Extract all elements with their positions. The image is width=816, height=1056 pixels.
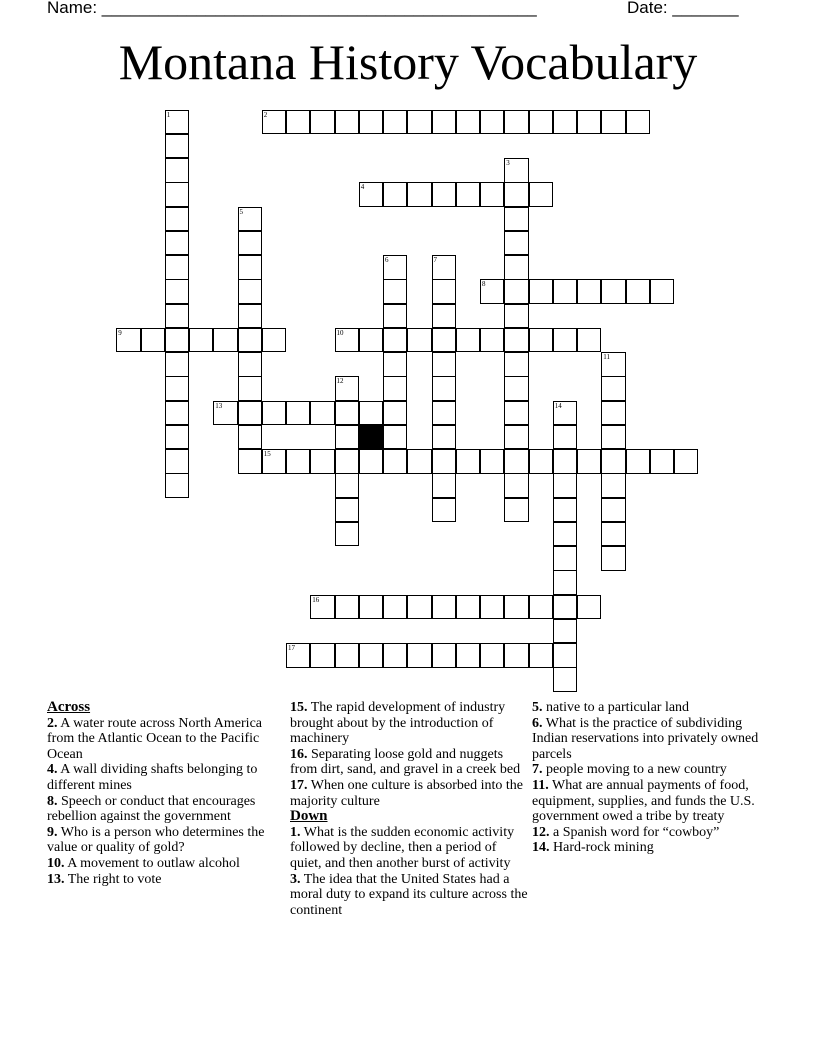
crossword-cell[interactable] (407, 182, 431, 206)
clue-text: What is the sudden economic activity followed by decline, then a period of quiet, and then another burst of activity (290, 824, 515, 871)
crossword-cell[interactable] (456, 182, 480, 206)
clue-text: native to a particular land (546, 700, 690, 715)
crossword-cell[interactable] (238, 255, 262, 279)
clue-number: 5. (532, 700, 543, 715)
crossword-cell[interactable] (432, 498, 456, 522)
crossword-cell[interactable] (165, 352, 189, 376)
crossword-cell[interactable] (359, 595, 383, 619)
clue-number: 3. (290, 871, 301, 887)
crossword-cell[interactable] (601, 498, 625, 522)
crossword-cell[interactable] (238, 376, 262, 400)
clue-column-1 (47, 700, 283, 887)
crossword-cell[interactable] (432, 643, 456, 667)
crossword-cell[interactable] (480, 643, 504, 667)
clue-number: 11. (532, 777, 549, 793)
clue-text: A water route across North America from the Atlantic Ocean to the Pacific Ocean (47, 715, 262, 762)
blocked-cell (359, 425, 383, 449)
crossword-cell[interactable] (432, 304, 456, 328)
across-heading: Across (47, 699, 91, 715)
crossword-cell[interactable] (165, 279, 189, 303)
crossword-cell[interactable] (286, 401, 310, 425)
cell-number: 4 (360, 183, 365, 192)
crossword-cell[interactable] (165, 134, 189, 158)
crossword-cell[interactable] (165, 473, 189, 497)
cell-number: 12 (336, 377, 344, 386)
name-field-label: Name: ______________________________________________ (47, 0, 537, 17)
clue-text: When one culture is absorbed into the majority culture (290, 777, 524, 809)
crossword-cell[interactable] (504, 449, 528, 473)
crossword-cell[interactable] (335, 595, 359, 619)
crossword-cell[interactable] (335, 110, 359, 134)
crossword-cell[interactable] (383, 449, 407, 473)
crossword-cell[interactable] (432, 473, 456, 497)
clue-number: 8. (47, 793, 58, 809)
crossword-cell[interactable] (310, 643, 334, 667)
crossword-cell[interactable] (529, 110, 553, 134)
cell-number: 17 (288, 644, 296, 653)
cell-number: 15 (263, 450, 271, 459)
clue-item (532, 716, 768, 763)
crossword-cell[interactable] (335, 643, 359, 667)
crossword-cell[interactable] (383, 401, 407, 425)
clue-number: 13. (47, 871, 65, 887)
clue-text: A movement to outlaw alcohol (67, 855, 240, 871)
crossword-cell[interactable] (577, 595, 601, 619)
crossword-cell[interactable] (432, 401, 456, 425)
crossword-cell[interactable] (553, 570, 577, 594)
crossword-cell[interactable] (553, 328, 577, 352)
crossword-cell[interactable] (335, 522, 359, 546)
crossword-cell[interactable] (407, 595, 431, 619)
clue-text: A wall dividing shafts belonging to different mines (47, 762, 258, 793)
crossword-cell[interactable] (553, 643, 577, 667)
clue-number: 4. (47, 762, 58, 778)
clue-item (532, 840, 768, 856)
crossword-cell[interactable] (504, 352, 528, 376)
crossword-cell[interactable] (674, 449, 698, 473)
clue-text: Separating loose gold and nuggets from dirt, sand, and gravel in a creek bed (290, 746, 521, 778)
crossword-cell[interactable] (504, 279, 528, 303)
clue-item (532, 700, 768, 716)
crossword-cell[interactable] (529, 279, 553, 303)
clue-number: 12. (532, 824, 550, 840)
crossword-cell[interactable] (359, 328, 383, 352)
crossword-cell[interactable] (383, 182, 407, 206)
crossword-cell[interactable] (456, 110, 480, 134)
crossword-cell[interactable] (480, 182, 504, 206)
crossword-cell[interactable] (383, 328, 407, 352)
crossword-cell[interactable] (577, 449, 601, 473)
crossword-cell[interactable] (553, 449, 577, 473)
clue-number: 2. (47, 715, 58, 731)
crossword-cell[interactable] (601, 546, 625, 570)
crossword-cell[interactable] (310, 449, 334, 473)
clue-item (532, 762, 768, 778)
crossword-cell[interactable] (601, 401, 625, 425)
crossword-cell[interactable] (407, 643, 431, 667)
clue-text: What are annual payments of food, equipment, supplies, and funds the U.S. government owed a tribe by treaty (532, 777, 755, 825)
clue-text: Who is a person who determines the value or quality of gold? (47, 824, 265, 856)
crossword-cell[interactable] (601, 449, 625, 473)
clue-item (290, 778, 528, 809)
crossword-cell[interactable] (432, 328, 456, 352)
cell-number: 11 (603, 353, 611, 362)
crossword-cell[interactable] (141, 328, 165, 352)
crossword-cell[interactable] (601, 522, 625, 546)
crossword-cell[interactable] (165, 255, 189, 279)
crossword-cell[interactable] (335, 449, 359, 473)
crossword-cell[interactable] (238, 231, 262, 255)
cell-number: 2 (263, 110, 268, 119)
crossword-cell[interactable] (238, 425, 262, 449)
down-heading: Down (290, 808, 328, 825)
crossword-cell[interactable] (650, 279, 674, 303)
crossword-cell[interactable] (286, 110, 310, 134)
crossword-cell[interactable] (456, 643, 480, 667)
crossword-cell[interactable] (238, 279, 262, 303)
crossword-cell[interactable] (504, 304, 528, 328)
crossword-cell[interactable] (359, 401, 383, 425)
crossword-cell[interactable] (504, 376, 528, 400)
crossword-cell[interactable] (504, 231, 528, 255)
crossword-cell[interactable] (626, 449, 650, 473)
crossword-cell[interactable] (504, 401, 528, 425)
crossword-cell[interactable] (189, 328, 213, 352)
clue-text: people moving to a new country (546, 762, 727, 778)
cell-number: 7 (433, 256, 438, 265)
crossword-cell[interactable] (310, 401, 334, 425)
crossword-cell[interactable] (504, 328, 528, 352)
clue-text: Hard-rock mining (553, 840, 654, 856)
clue-item (290, 747, 528, 778)
crossword-cell[interactable] (165, 425, 189, 449)
crossword-cell[interactable] (504, 182, 528, 206)
crossword-cell[interactable] (529, 328, 553, 352)
crossword-cell[interactable] (553, 522, 577, 546)
clue-item (290, 872, 528, 919)
crossword-cell[interactable] (553, 667, 577, 691)
clue-column-3 (532, 700, 768, 856)
clue-item (290, 825, 528, 872)
crossword-cell[interactable] (383, 110, 407, 134)
crossword-cell[interactable] (383, 376, 407, 400)
cell-number: 14 (554, 401, 562, 410)
cell-number: 13 (215, 401, 223, 410)
crossword-cell[interactable] (601, 473, 625, 497)
crossword-cell[interactable] (601, 110, 625, 134)
crossword-cell[interactable] (165, 231, 189, 255)
crossword-cell[interactable] (504, 473, 528, 497)
clue-text: The idea that the United States had a moral duty to expand its culture across the continent (290, 871, 528, 918)
crossword-cell[interactable] (335, 473, 359, 497)
crossword-cell[interactable] (529, 643, 553, 667)
crossword-cell[interactable] (238, 304, 262, 328)
clue-number: 16. (290, 746, 308, 762)
crossword-cell[interactable] (553, 498, 577, 522)
crossword-cell[interactable] (432, 182, 456, 206)
crossword-cell[interactable] (165, 401, 189, 425)
clue-item (532, 825, 768, 841)
crossword-cell[interactable] (577, 110, 601, 134)
crossword-cell[interactable] (504, 498, 528, 522)
crossword-cell[interactable] (165, 328, 189, 352)
crossword-cell[interactable] (335, 498, 359, 522)
crossword-cell[interactable] (432, 279, 456, 303)
crossword-cell[interactable] (238, 352, 262, 376)
crossword-cell[interactable] (359, 643, 383, 667)
crossword-cell[interactable] (407, 110, 431, 134)
crossword-cell[interactable] (456, 328, 480, 352)
crossword-cell[interactable] (601, 279, 625, 303)
crossword-cell[interactable] (432, 425, 456, 449)
crossword-cell[interactable] (504, 207, 528, 231)
crossword-cell[interactable] (601, 376, 625, 400)
crossword-cell[interactable] (529, 449, 553, 473)
crossword-cell[interactable] (432, 110, 456, 134)
cell-number: 3 (506, 159, 510, 168)
crossword-cell[interactable] (165, 207, 189, 231)
clue-text: a Spanish word for “cowboy” (553, 824, 720, 840)
clue-item (47, 762, 283, 793)
clue-number: 1. (290, 824, 301, 840)
crossword-cell[interactable] (262, 401, 286, 425)
cell-number: 16 (312, 595, 320, 604)
clue-text: The rapid development of industry brought about by the introduction of machinery (290, 700, 506, 747)
crossword-cell[interactable] (553, 619, 577, 643)
crossword-cell[interactable] (480, 110, 504, 134)
crossword-cell[interactable] (286, 449, 310, 473)
crossword-cell[interactable] (359, 110, 383, 134)
clue-number: 14. (532, 840, 550, 856)
clue-column-2 (290, 700, 528, 918)
crossword-cell[interactable] (577, 328, 601, 352)
crossword-cell[interactable] (650, 449, 674, 473)
clue-text: What is the practice of subdividing Indian reservations into privately owned parcels (532, 715, 759, 762)
crossword-cell[interactable] (407, 328, 431, 352)
crossword-cell[interactable] (359, 449, 383, 473)
crossword-cell[interactable] (480, 595, 504, 619)
crossword-cell[interactable] (553, 546, 577, 570)
crossword-cell[interactable] (480, 449, 504, 473)
clue-item (290, 700, 528, 747)
crossword-cell[interactable] (504, 643, 528, 667)
clue-item (47, 825, 283, 856)
crossword-cell[interactable] (432, 595, 456, 619)
crossword-cell[interactable] (383, 352, 407, 376)
date-field-label: Date: _______ (627, 0, 739, 17)
crossword-cell[interactable] (165, 158, 189, 182)
crossword-cell[interactable] (529, 595, 553, 619)
crossword-cell[interactable] (504, 595, 528, 619)
clue-number: 10. (47, 855, 65, 871)
crossword-cell[interactable] (553, 595, 577, 619)
crossword-cell[interactable] (310, 110, 334, 134)
crossword-cell[interactable] (456, 449, 480, 473)
crossword-cell[interactable] (262, 328, 286, 352)
crossword-cell[interactable] (626, 110, 650, 134)
crossword-cell[interactable] (553, 110, 577, 134)
crossword-cell[interactable] (601, 425, 625, 449)
clue-item (47, 872, 283, 888)
crossword-cell[interactable] (577, 279, 601, 303)
crossword-cell[interactable] (432, 449, 456, 473)
cell-number: 6 (385, 256, 389, 265)
clue-text: The right to vote (67, 871, 162, 887)
cell-number: 9 (118, 328, 122, 337)
crossword-cell[interactable] (553, 425, 577, 449)
cell-number: 10 (336, 328, 344, 337)
crossword-cell[interactable] (383, 425, 407, 449)
clue-number: 9. (47, 824, 58, 840)
crossword-cell[interactable] (383, 595, 407, 619)
crossword-cell[interactable] (432, 352, 456, 376)
cell-number: 8 (482, 280, 486, 289)
crossword-cell[interactable] (553, 473, 577, 497)
crossword-cell[interactable] (529, 182, 553, 206)
crossword-cell[interactable] (383, 279, 407, 303)
crossword-cell[interactable] (407, 449, 431, 473)
clue-item (532, 778, 768, 825)
crossword-cell[interactable] (238, 401, 262, 425)
crossword-cell[interactable] (504, 110, 528, 134)
crossword-cell[interactable] (432, 376, 456, 400)
clue-number: 15. (290, 700, 308, 715)
clue-number: 17. (290, 777, 308, 793)
crossword-cell[interactable] (553, 279, 577, 303)
crossword-cell[interactable] (504, 255, 528, 279)
crossword-cell[interactable] (383, 643, 407, 667)
clue-item (47, 856, 283, 872)
crossword-cell[interactable] (456, 595, 480, 619)
crossword-cell[interactable] (165, 304, 189, 328)
cell-number: 1 (166, 110, 171, 119)
crossword-cell[interactable] (480, 328, 504, 352)
crossword-cell[interactable] (335, 401, 359, 425)
clue-item (47, 716, 283, 763)
crossword-cell[interactable] (165, 376, 189, 400)
crossword-cell[interactable] (504, 425, 528, 449)
clue-number: 6. (532, 715, 543, 731)
crossword-cell[interactable] (335, 425, 359, 449)
crossword-cell[interactable] (165, 449, 189, 473)
crossword-cell[interactable] (238, 328, 262, 352)
crossword-cell[interactable] (626, 279, 650, 303)
clue-item (47, 794, 283, 825)
clue-text: Speech or conduct that encourages rebellion against the government (47, 793, 256, 825)
clue-number: 7. (532, 762, 543, 778)
crossword-cell[interactable] (213, 328, 237, 352)
crossword-cell[interactable] (165, 182, 189, 206)
crossword-cell[interactable] (383, 304, 407, 328)
cell-number: 5 (239, 207, 244, 216)
page-title: Montana History Vocabulary (118, 34, 698, 90)
crossword-cell[interactable] (238, 449, 262, 473)
